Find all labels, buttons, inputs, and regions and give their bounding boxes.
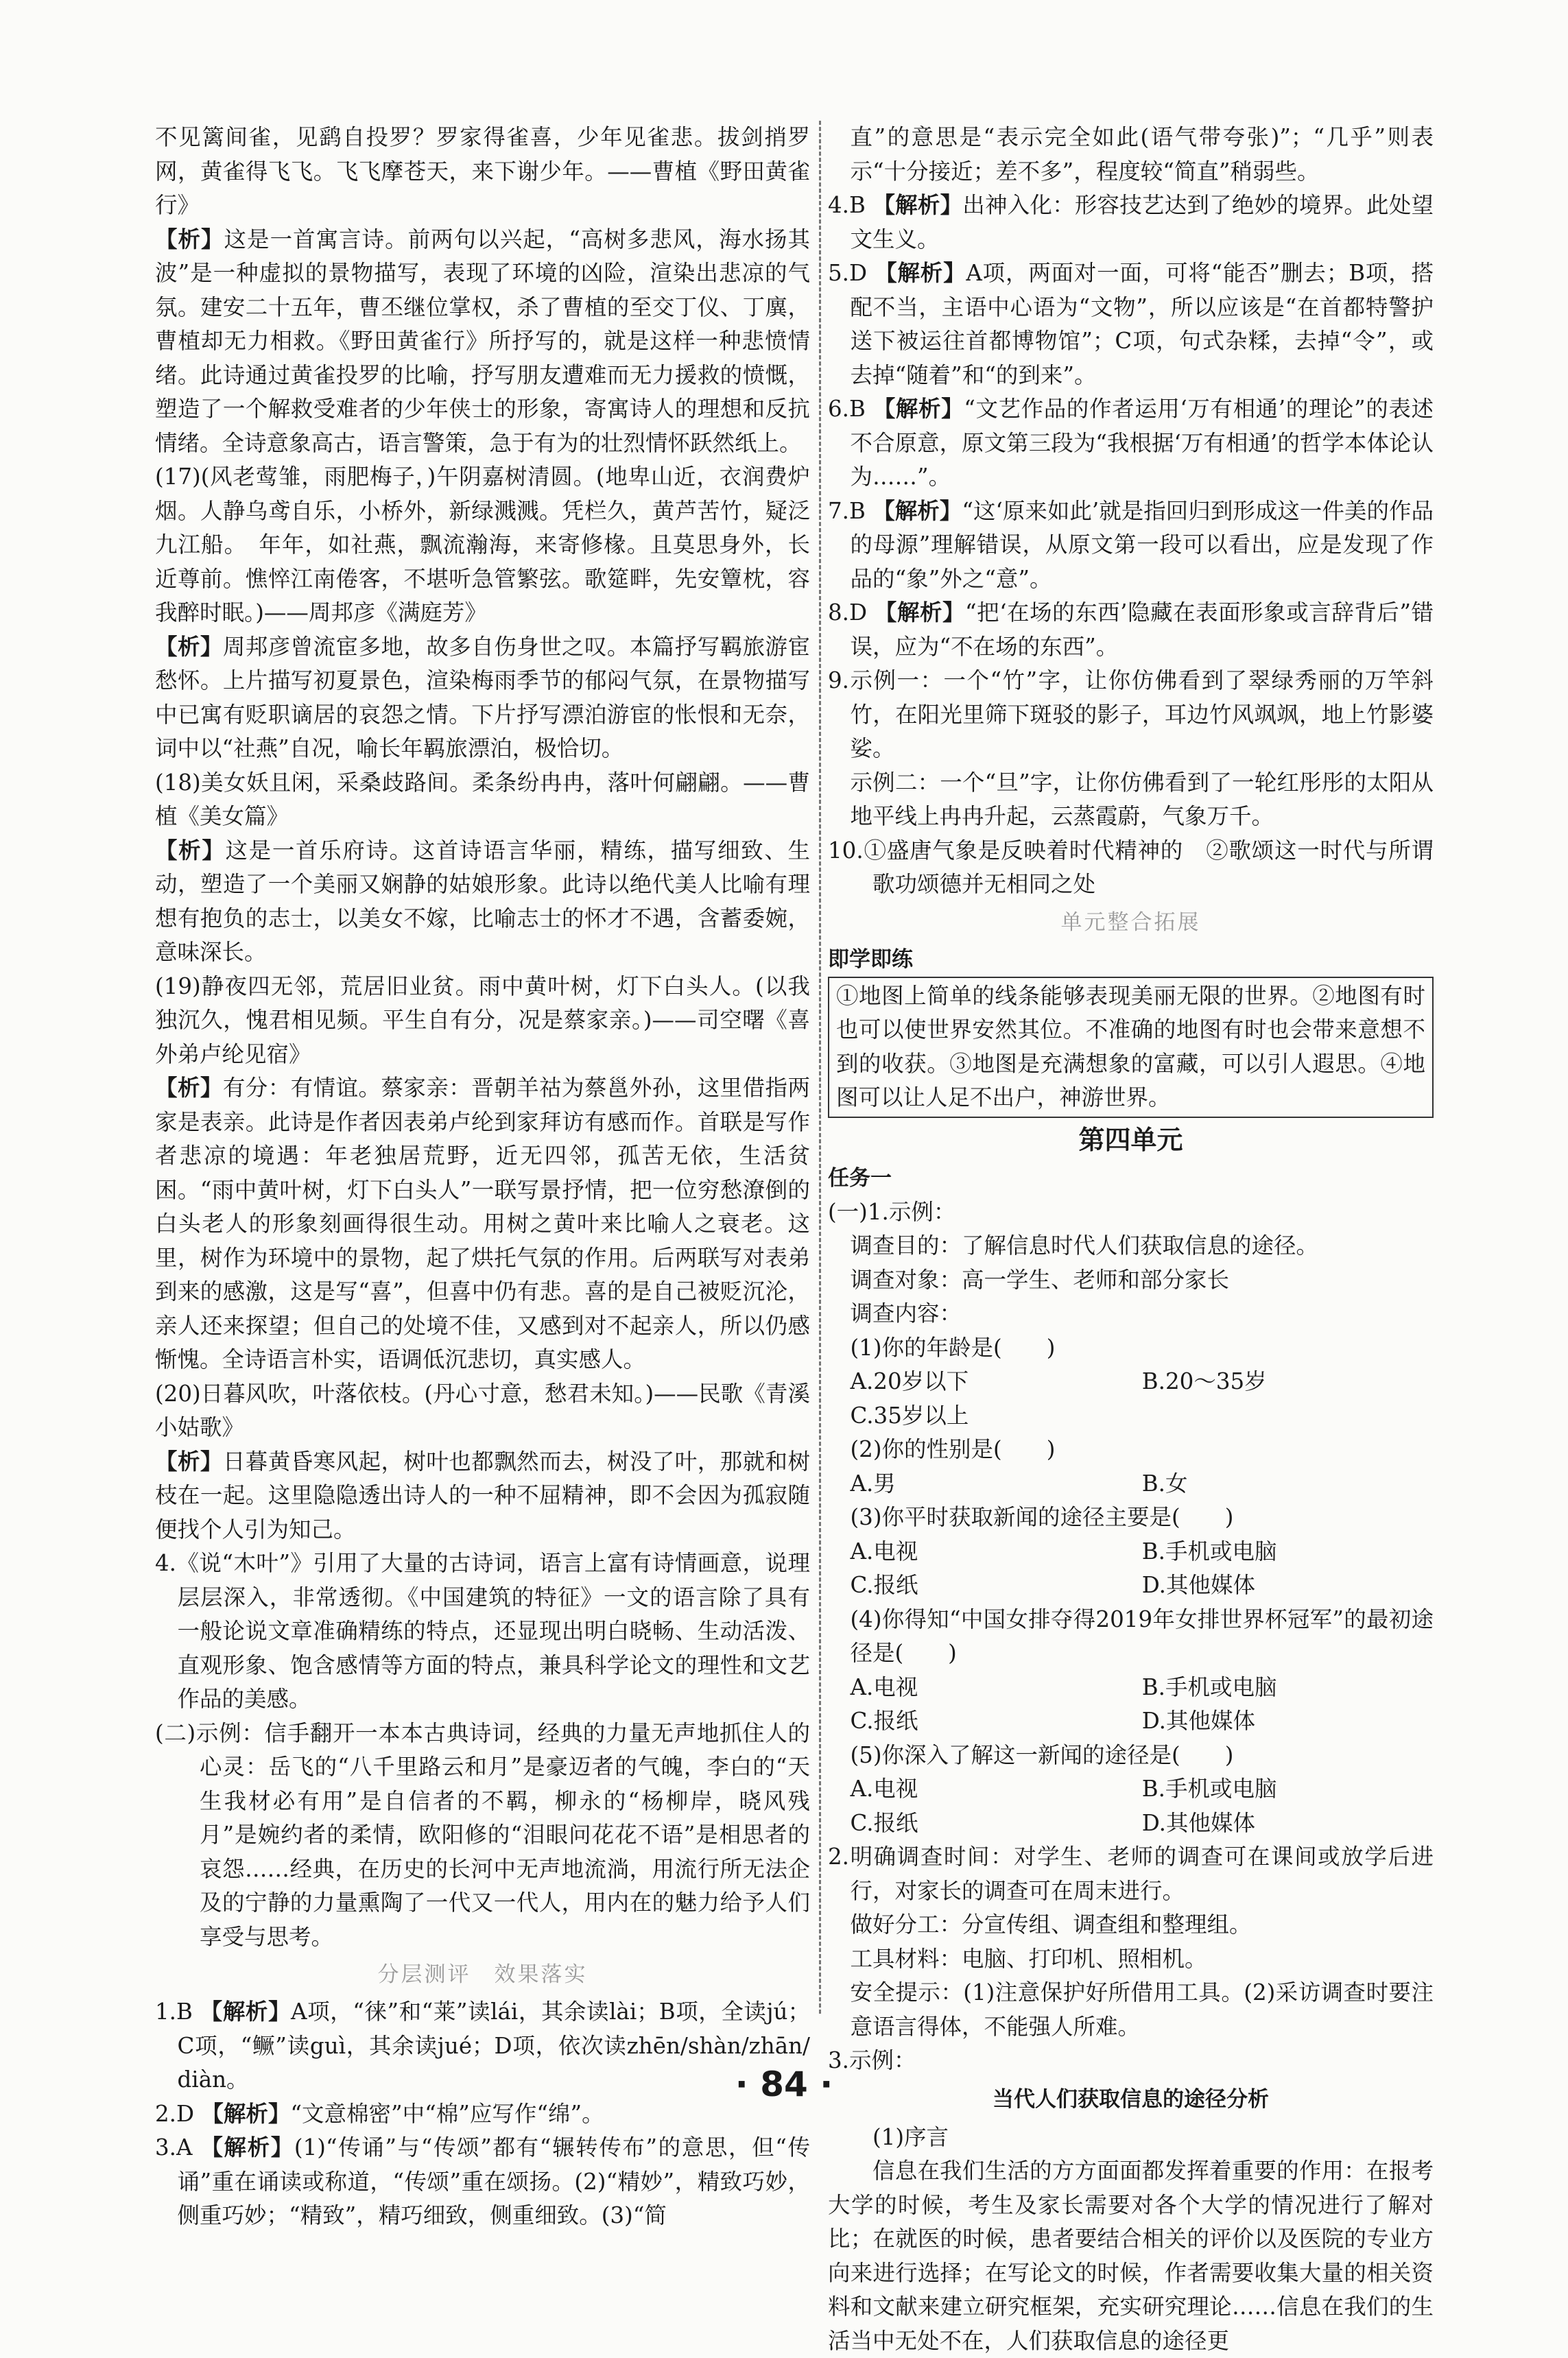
- option-row: [828, 1467, 1434, 1501]
- unit-heading: 第四单元: [1078, 1124, 1183, 1155]
- analysis-tag: 【解析】: [872, 192, 963, 218]
- paragraph: (18)美女妖且闲，采桑歧路间。柔条纷冉冉，落叶何翩翩。——曹植《美女篇》: [155, 769, 810, 829]
- paragraph: 4.《说“木叶”》引用了大量的古诗词，语言上富有诗情画意，说理层层深入，非常透彻。《中国建筑的特征》一文的语言除了具有一般论说文章准确精练的特点，还显现出明白晓畅、生动活泼、直观形象、饱含感情等方面的特点，兼具科学论文的理性和文艺作品的美感。: [155, 1550, 810, 1712]
- option: C.报纸: [850, 1572, 918, 1598]
- paragraph: 【析】这是一首寓言诗。前两句以兴起，“高树多悲风，海水扬其波”是一种虚拟的景物描写，表现了环境的凶险，渲染出悲凉的气氛。建安二十五年，曹丕继位掌权，杀了曹植的至交丁仪、丁廙，曹植却无力相救。《野田黄雀行》所抒写的，就是这样一种悲愤情绪。此诗通过黄雀投罗的比喻，抒写朋友遭难而无力援救的愤慨，塑造了一个解救受难者的少年侠士的形象，寄寓诗人的理想和反抗情绪。全诗意象高古，语言警策，急于有为的壮烈情怀跃然纸上。: [155, 226, 810, 456]
- paragraph: 7.B 【解析】“这‘原来如此’就是指回归到形成这一件美的作品的母源”理解错误，从原文第一段可以看出，应是发现了作品的“象”外之“意”。: [828, 497, 1434, 592]
- paragraph: 5.D 【解析】A项，两面对一面，可将“能否”删去；B项，搭配不当，主语中心语为“文物”，所以应该是“在首都特警护送下被运往首都博物馆”；C项，句式杂糅，去掉“令”，或去掉“随着”和“的到来”。: [828, 260, 1434, 388]
- option: A.男: [850, 1470, 896, 1497]
- paragraph: 4.B 【解析】出神入化：形容技艺达到了绝妙的境界。此处望文生义。: [828, 192, 1434, 252]
- option-row: [828, 1365, 1434, 1399]
- paragraph: 直”的意思是“表示完全如此(语气带夸张)”；“几乎”则表示“十分接近；差不多”，程度较“简直”稍弱些。: [850, 124, 1434, 184]
- analysis-tag: 【解析】: [200, 2134, 294, 2160]
- paragraph: 安全提示：(1)注意保护好所借用工具。(2)采访调查时要注意语言得体，不能强人所难。: [850, 1979, 1434, 2040]
- option: A.电视: [850, 1538, 918, 1564]
- option-row: [828, 1772, 1434, 1807]
- paragraph: (20)日暮风吹，叶落依枝。(丹心寸意，愁君未知。)——民歌《青溪小姑歌》: [155, 1380, 810, 1440]
- option: B.手机或电脑: [1141, 1776, 1277, 1802]
- option-row: [828, 1704, 1434, 1739]
- option: A.20岁以下: [850, 1368, 969, 1394]
- page-number: · 84 ·: [735, 2064, 833, 2104]
- centered-title: 当代人们获取信息的途径分析: [993, 2086, 1269, 2112]
- column-divider: [819, 121, 821, 2014]
- paragraph: (1)序言: [872, 2123, 949, 2150]
- option: B.手机或电脑: [1141, 1538, 1277, 1564]
- paragraph: (4)你得知“中国女排夺得2019年女排世界杯冠军”的最初途径是( ): [850, 1606, 1434, 1666]
- boxed-text: ①地图上简单的线条能够表现美丽无限的世界。②地图有时也可以使世界安然其位。不准确的地图有时也会带来意想不到的收获。③地图是充满想象的富藏，可以引人遐思。④地图可以让人足不出户，神游世界。: [828, 977, 1434, 1118]
- option: D.其他媒体: [1141, 1572, 1255, 1598]
- paragraph: 不见篱间雀，见鹞自投罗？罗家得雀喜，少年见雀悲。拔剑捎罗网，黄雀得飞飞。飞飞摩苍天，来下谢少年。——曹植《野田黄雀行》: [155, 124, 810, 218]
- page-number-value: 84: [760, 2064, 808, 2104]
- paragraph: 1.B 【解析】A项，“徕”和“莱”读lái，其余读lài；B项，全读jú；C项，“鳜”读guì，其余读jué；D项，依次读zhēn/shàn/zhān/diàn。: [155, 1999, 810, 2093]
- paragraph: (二)示例：信手翻开一本本古典诗词，经典的力量无声地抓住人的心灵：岳飞的“八千里路云和月”是豪迈者的气魄，李白的“天生我材必有用”是自信者的不羁，柳永的“杨柳岸，晓风残月”是婉约者的柔情，欧阳修的“泪眼问花花不语”是相思者的哀怨……经典，在历史的长河中无声地流淌，用流行所无法企及的宁静的力量熏陶了一代又一代人，用内在的魅力给予人们享受与思考。: [155, 1719, 810, 1950]
- subheading: 即学即练: [828, 946, 913, 972]
- paragraph: 做好分工：分宣传组、调查组和整理组。: [850, 1912, 1252, 1938]
- paragraph: 【析】周邦彦曾流宦多地，故多自伤身世之叹。本篇抒写羁旅游宦愁怀。上片描写初夏景色，渲染梅雨季节的郁闷气氛，在景物描写中已寓有贬职谪居的哀怨之情。下片抒写漂泊游宦的怅恨和无奈，词中以“社燕”自况，喻长年羁旅漂泊，极恰切。: [155, 633, 810, 761]
- analysis-tag: 【析】: [155, 837, 226, 864]
- analysis-tag: 【析】: [155, 633, 223, 660]
- paragraph: (19)静夜四无邻，荒居旧业贫。雨中黄叶树，灯下白头人。(以我独沉久，愧君相见频。平生自有分，况是蔡家亲。)——司空曙《喜外弟卢纶见宿》: [155, 973, 810, 1067]
- paragraph: 8.D 【解析】“把‘在场的东西’隐藏在表面形象或言辞背后”错误，应为“不在场的东西”。: [828, 599, 1434, 660]
- option: B.女: [1141, 1470, 1188, 1497]
- paragraph: (2)你的性别是( ): [850, 1436, 1056, 1462]
- analysis-tag: 【解析】: [872, 396, 964, 422]
- subheading: 任务一: [828, 1165, 892, 1191]
- paragraph: 调查目的：了解信息时代人们获取信息的途径。: [850, 1232, 1319, 1259]
- paragraph: 3.示例：: [828, 2047, 916, 2073]
- option: C.报纸: [850, 1708, 918, 1734]
- paragraph: 【析】日暮黄昏寒风起，树叶也都飘然而去，树没了叶，那就和树枝在一起。这里隐隐透出诗人的一种不屈精神，即不会因为孤寂随便找个人引为知己。: [155, 1448, 810, 1543]
- section-heading: 单元整合拓展: [1060, 909, 1201, 935]
- paragraph: 信息在我们生活的方方面面都发挥着重要的作用：在报考大学的时候，考生及家长需要对各个大学的情况进行了解对比；在就医的时候，患者要结合相关的评价以及医院的专业方向来进行选择；在写论文的时候，作者需要收集大量的相关资料和文献来建立研究框架，充实研究理论……信息在我们的生活当中无处不在，人们获取信息的途径更: [828, 2158, 1434, 2354]
- option: C.报纸: [850, 1809, 918, 1836]
- analysis-tag: 【解析】: [201, 2100, 291, 2127]
- paragraph: 【析】有分：有情谊。蔡家亲：晋朝羊祜为蔡邕外孙，这里借指两家是表亲。此诗是作者因表弟卢纶到家拜访有感而作。首联是写作者悲凉的境遇：年老独居荒野，近无四邻，孤苦无依，生活贫困。“雨中黄叶树，灯下白头人”一联写景抒情，把一位穷愁潦倒的白头老人的形象刻画得很生动。用树之黄叶来比喻人之衰老。这里，树作为环境中的景物，起了烘托气氛的作用。后两联写对表弟到来的感激，这是写“喜”，但喜中仍有悲。喜的是自己被贬沉沦，亲人还来探望；但自己的处境不佳，又感到对不起亲人，所以仍感惭愧。全诗语言朴实，语调低沉悲切，真实感人。: [155, 1075, 810, 1372]
- option: B.20～35岁: [1141, 1368, 1267, 1394]
- paragraph: 调查对象：高一学生、老师和部分家长: [850, 1266, 1230, 1293]
- option: A.电视: [850, 1776, 918, 1802]
- right-column: [828, 121, 1434, 2358]
- paragraph: 10.①盛唐气象是反映着时代精神的 ②歌颂这一时代与所谓歌功颂德并无相同之处: [828, 837, 1434, 897]
- paragraph: 6.B 【解析】“文艺作品的作者运用‘万有相通’的理论”的表述不合原意，原文第三段为“我根据‘万有相通’的哲学本体论认为……”。: [828, 396, 1434, 490]
- analysis-tag: 【解析】: [874, 599, 966, 626]
- paragraph: (5)你深入了解这一新闻的途径是( ): [850, 1741, 1234, 1768]
- analysis-tag: 【析】: [155, 1075, 223, 1101]
- paragraph: (3)你平时获取新闻的途径主要是( ): [850, 1504, 1234, 1530]
- analysis-tag: 【析】: [155, 226, 224, 252]
- option-row: [828, 1535, 1434, 1569]
- analysis-tag: 【解析】: [872, 497, 962, 524]
- option: D.其他媒体: [1141, 1708, 1255, 1734]
- analysis-tag: 【析】: [155, 1448, 223, 1475]
- option: B.手机或电脑: [1141, 1674, 1277, 1700]
- left-column: [155, 121, 810, 2233]
- option-row: [828, 1569, 1434, 1603]
- paragraph: 9.示例一：一个“竹”字，让你仿佛看到了翠绿秀丽的万竿斜竹，在阳光里筛下斑驳的影子，耳边竹风飒飒，地上竹影婆娑。: [828, 667, 1434, 761]
- analysis-tag: 【解析】: [875, 260, 966, 286]
- paragraph: 3.A 【解析】(1)“传诵”与“传颂”都有“辗转传布”的意思，但“传诵”重在诵读或称道，“传颂”重在颂扬。(2)“精妙”，精致巧妙，侧重巧妙；“精致”，精巧细致，侧重细致。(3)“简: [155, 2134, 810, 2228]
- paragraph: 示例二：一个“旦”字，让你仿佛看到了一轮红彤彤的太阳从地平线上冉冉升起，云蒸霞蔚，气象万千。: [850, 769, 1434, 829]
- paragraph: 2.明确调查时间：对学生、老师的调查可在课间或放学后进行，对家长的调查可在周末进行。: [828, 1844, 1434, 1904]
- analysis-tag: 【解析】: [200, 1999, 292, 2025]
- section-heading: 分层测评 效果落实: [377, 1962, 588, 1987]
- paragraph: 调查内容：: [850, 1300, 962, 1326]
- option: D.其他媒体: [1141, 1809, 1255, 1836]
- option-row: [828, 1671, 1434, 1705]
- paragraph: (1)你的年龄是( ): [850, 1334, 1056, 1361]
- paragraph: 工具材料：电脑、打印机、照相机。: [850, 1945, 1207, 1972]
- paragraph: 【析】这是一首乐府诗。这首诗语言华丽，精练，描写细致、生动，塑造了一个美丽又娴静的姑娘形象。此诗以绝代美人比喻有理想有抱负的志士，以美女不嫁，比喻志士的怀才不遇，含蓄委婉，意味深长。: [155, 837, 810, 965]
- paragraph: C.35岁以上: [850, 1402, 969, 1429]
- paragraph: 2.D 【解析】“文意棉密”中“棉”应写作“绵”。: [155, 2100, 604, 2127]
- option: A.电视: [850, 1674, 918, 1700]
- option-row: [828, 1807, 1434, 1841]
- paragraph: (一)1.示例：: [828, 1198, 956, 1225]
- paragraph: (17)(风老莺雏，雨肥梅子，)午阴嘉树清圆。(地卑山近，衣润费炉烟。人静乌鸢自乐，小桥外，新绿溅溅。凭栏久，黄芦苦竹，疑泛九江船。 年年，如社燕，飘流瀚海，来寄修椽。且莫思身外，长近尊前。憔悴江南倦客，不堪听急管繁弦。歌筵畔，先安簟枕，容我醉时眠。)——周邦彦《满庭芳》: [155, 464, 810, 626]
